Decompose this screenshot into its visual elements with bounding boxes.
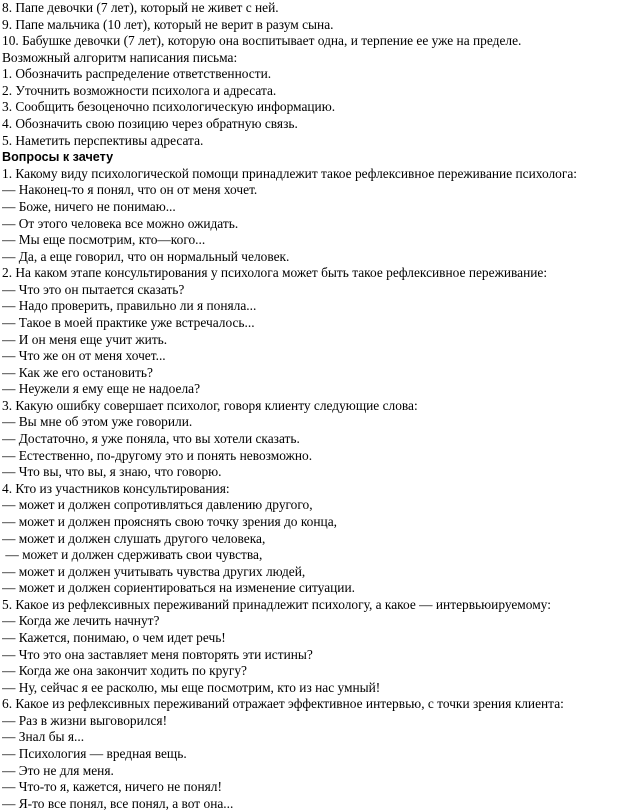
text-line: 5. Наметить перспективы адресата.: [2, 132, 204, 148]
text-line: — Что-то я, кажется, ничего не понял!: [2, 779, 222, 795]
text-line: 8. Папе девочки (7 лет), который не живет с ней.: [2, 0, 279, 15]
text-line: — Достаточно, я уже поняла, что вы хотели сказать.: [2, 431, 300, 447]
text-line: 3. Сообщить безоценочно психологическую информацию.: [2, 99, 336, 115]
section-heading: Вопросы к зачету: [2, 150, 114, 165]
text-line: — Знал бы я...: [2, 729, 85, 745]
question-line: 4. Кто из участников консультирования:: [2, 480, 230, 496]
question-line: 5. Какое из рефлексивных переживаний принадлежит психологу, а какое — интервьюируемому:: [2, 596, 551, 612]
text-line: 10. Бабушке девочки (7 лет), которую она воспитывает одна, и терпение ее уже на пределе.: [2, 33, 522, 49]
text-line: — Неужели я ему еще не надоела?: [2, 381, 201, 397]
text-line: — Это не для меня.: [2, 762, 114, 778]
text-line: — Психология — вредная вещь.: [2, 746, 187, 762]
question-line: 1. Какому виду психологической помощи принадлежит такое рефлексивное переживание психолога:: [2, 165, 578, 181]
text-line: — Мы еще посмотрим, кто—кого...: [2, 232, 206, 248]
text-line: — Что же он от меня хочет...: [2, 348, 166, 364]
text-line: — Вы мне об этом уже говорили.: [2, 414, 193, 430]
text-line: — Когда же лечить начнут?: [2, 613, 160, 629]
text-line: — Да, а еще говорил, что он нормальный человек.: [2, 248, 290, 264]
text-line: — может и должен учитывать чувства других людей,: [2, 563, 306, 579]
text-line: Возможный алгоритм написания письма:: [2, 49, 238, 65]
text-line: — Наконец-то я понял, что он от меня хочет.: [2, 182, 258, 198]
text-line: 2. Уточнить возможности психолога и адресата.: [2, 82, 277, 98]
text-line: — может и должен сориентироваться на изменение ситуации.: [2, 580, 355, 596]
text-line: — Надо проверить, правильно ли я поняла...: [2, 298, 257, 314]
text-line: — Раз в жизни выговорился!: [2, 712, 168, 728]
text-line: — Я-то все понял, все понял, а вот она...: [2, 795, 234, 811]
question-line: 2. На каком этапе консультирования у психолога может быть такое рефлексивное переживание:: [2, 265, 548, 281]
text-line: — может и должен сдерживать свои чувства,: [2, 547, 263, 563]
text-line: 4. Обозначить свою позицию через обратную связь.: [2, 116, 298, 132]
text-line: 9. Папе мальчика (10 лет), который не верит в разум сына.: [2, 16, 334, 32]
text-line: — От этого человека все можно ожидать.: [2, 215, 239, 231]
question-line: 6. Какое из рефлексивных переживаний отражает эффективное интервью, с точки зрения клиента:: [2, 696, 564, 712]
text-line: — может и должен слушать другого человека,: [2, 530, 266, 546]
text-line: — Что вы, что вы, я знаю, что говорю.: [2, 464, 222, 480]
text-line: — Ну, сейчас я ее расколю, мы еще посмотрим, кто из нас умный!: [2, 679, 381, 695]
text-line: — И он меня еще учит жить.: [2, 331, 168, 347]
text-line: — Естественно, по-другому это и понять невозможно.: [2, 447, 313, 463]
text-line: — может и должен прояснять свою точку зрения до конца,: [2, 513, 337, 529]
text-line: — может и должен сопротивляться давлению другого,: [2, 497, 313, 513]
text-line: — Что это она заставляет меня повторять эти истины?: [2, 646, 313, 662]
text-line: — Когда же она закончит ходить по кругу?: [2, 663, 248, 679]
question-line: 3. Какую ошибку совершает психолог, говоря клиенту следующие слова:: [2, 397, 418, 413]
text-line: — Такое в моей практике уже встречалось...: [2, 314, 255, 330]
text-line: — Кажется, понимаю, о чем идет речь!: [2, 629, 226, 645]
text-line: — Что это он пытается сказать?: [2, 281, 185, 297]
text-line: — Как же его остановить?: [2, 364, 153, 380]
text-line: 1. Обозначить распределение ответственности.: [2, 66, 272, 82]
text-line: — Боже, ничего не понимаю...: [2, 198, 176, 214]
